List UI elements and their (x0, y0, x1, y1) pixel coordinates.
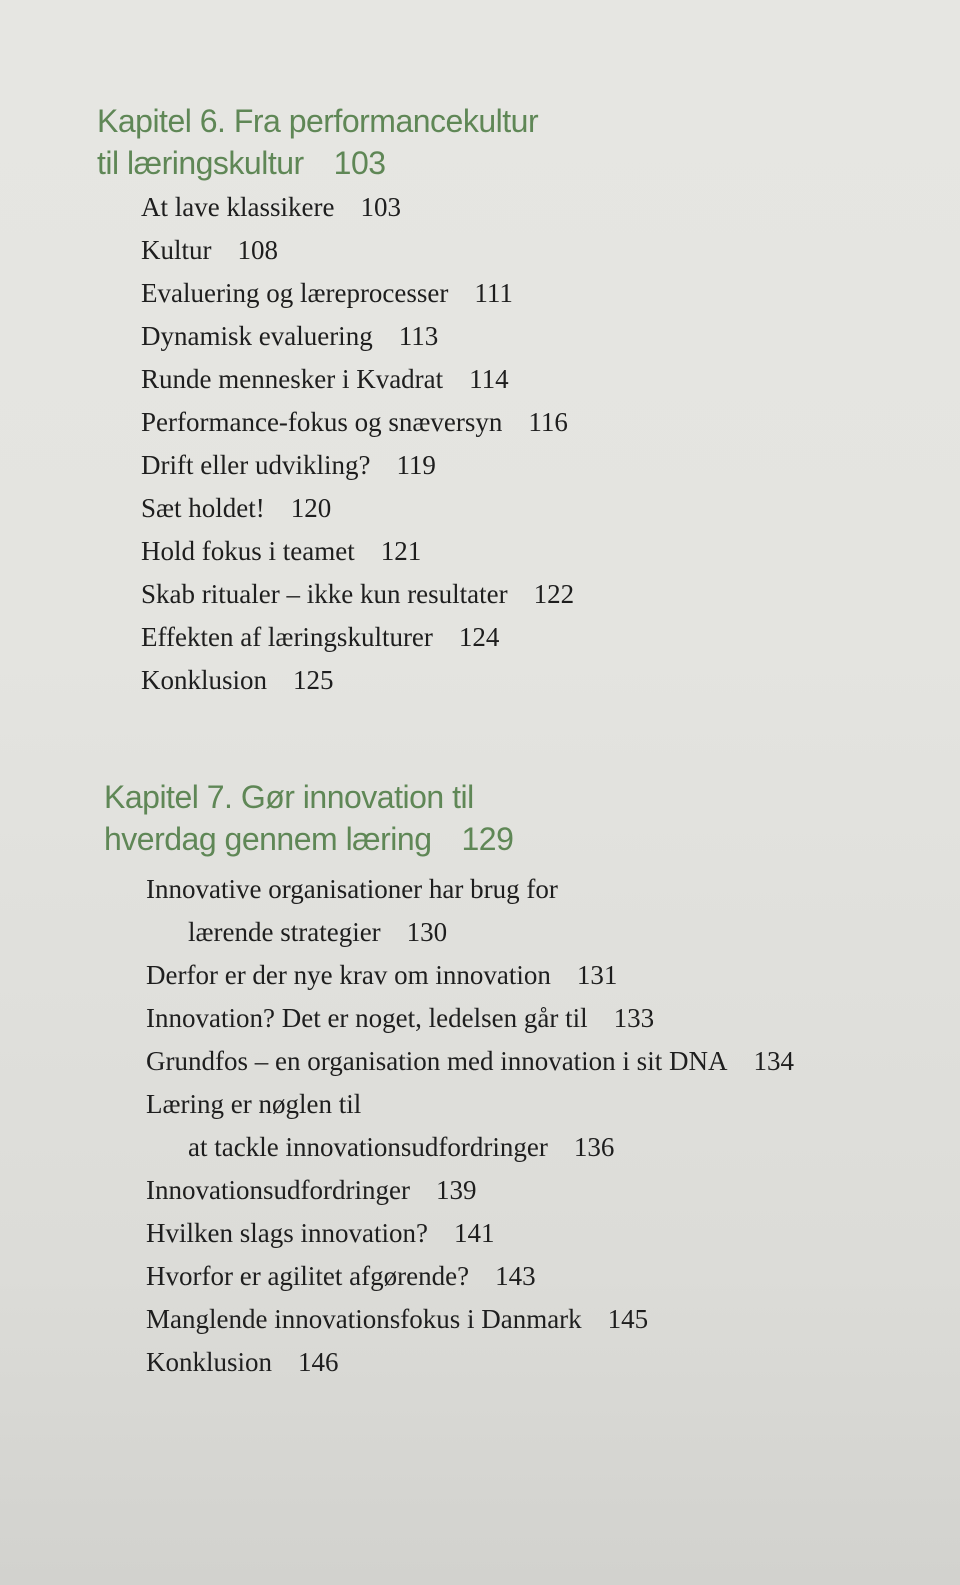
toc-entry (141, 444, 574, 487)
toc-entry (141, 229, 574, 272)
toc-entry (141, 530, 574, 573)
chapter-6-title-line1: Kapitel 6. Fra performancekultur (97, 103, 539, 139)
chapter-7-title-line1: Kapitel 7. Gør innovation til (104, 779, 474, 815)
toc-entry-title: Innovationsudfordringer (146, 1175, 410, 1205)
toc-entry (141, 358, 574, 401)
toc-entry-page: 121 (380, 536, 422, 566)
toc-entry-title: At lave klassikere (141, 192, 335, 222)
toc-entry (146, 1255, 794, 1298)
toc-entry-title: Hvorfor er agilitet afgørende? (146, 1261, 470, 1291)
toc-entry-page: 143 (495, 1261, 536, 1291)
toc-entry-title: Hvilken slags innovation? (146, 1218, 428, 1248)
toc-entry (146, 997, 794, 1040)
toc-entry-title: Hold fokus i teamet (141, 536, 355, 566)
toc-entry-title: Dynamisk evaluering (141, 321, 373, 351)
toc-entry (146, 1341, 794, 1384)
toc-entry-page: 116 (528, 407, 568, 437)
toc-entry (146, 1040, 794, 1083)
chapter-6-title (97, 100, 574, 184)
toc-entry (146, 1169, 794, 1212)
toc-entry-title: Drift eller udvikling? (141, 450, 371, 480)
toc-entry-title: Derfor er der nye krav om innovation (146, 960, 551, 990)
toc-entry-page: 124 (458, 622, 500, 652)
toc-entry (141, 401, 574, 444)
toc-entry-page: 120 (290, 493, 332, 523)
toc-entry-page: 114 (469, 364, 509, 394)
toc-entry-title-cont: at tackle innovationsudfordringer (188, 1132, 548, 1162)
chapter-6-entries (141, 186, 574, 702)
toc-entry-page: 113 (398, 321, 439, 351)
toc-entry (141, 659, 574, 702)
toc-entry (141, 186, 574, 229)
toc-entry (146, 954, 794, 997)
chapter-7-entries (146, 868, 794, 1384)
toc-entry-page: 133 (613, 1003, 655, 1033)
toc-entry (141, 315, 574, 358)
toc-entry-page: 111 (474, 278, 513, 308)
toc-entry-title: Grundfos – en organisation med innovation i sit DNA (146, 1046, 728, 1076)
toc-entry-title-cont: lærende strategier (188, 917, 381, 947)
toc-entry-page: 134 (753, 1046, 794, 1076)
toc-entry-continuation (146, 911, 794, 954)
toc-entry-continuation (146, 1126, 794, 1169)
toc-entry-title: Performance-fokus og snæversyn (141, 407, 503, 437)
toc-entry-title: Kultur (141, 235, 212, 265)
toc-entry-title: Konklusion (146, 1347, 273, 1377)
toc-entry-title: Sæt holdet! (141, 493, 265, 523)
toc-entry (141, 487, 574, 530)
chapter-6-page-number: 103 (333, 145, 386, 181)
toc-entry-page: 136 (573, 1132, 615, 1162)
toc-entry-page: 108 (237, 235, 278, 265)
toc-entry-page: 139 (435, 1175, 477, 1205)
toc-entry-title: Effekten af læringskulturer (141, 622, 433, 652)
toc-entry-title: Innovation? Det er noget, ledelsen går til (146, 1003, 588, 1033)
toc-entry-title: Skab ritualer – ikke kun resultater (141, 579, 508, 609)
chapter-7-section (104, 776, 794, 1384)
toc-entry-title: Konklusion (141, 665, 268, 695)
toc-entry (146, 868, 794, 954)
toc-entry-page: 103 (360, 192, 401, 222)
toc-entry-page: 131 (576, 960, 618, 990)
chapter-6-section (97, 100, 574, 702)
toc-entry-title: Manglende innovationsfokus i Danmark (146, 1304, 582, 1334)
chapter-6-title-line2: til læringskultur (97, 145, 304, 181)
toc-entry (146, 1298, 794, 1341)
toc-entry-title: Læring er nøglen til (146, 1089, 362, 1119)
chapter-7-title-line2: hverdag gennem læring (104, 821, 432, 857)
chapter-7-page-number: 129 (461, 821, 514, 857)
toc-entry-page: 146 (298, 1347, 339, 1377)
toc-entry (141, 573, 574, 616)
toc-entry-page: 130 (406, 917, 448, 947)
toc-entry-page: 119 (396, 450, 436, 480)
toc-entry-title: Runde mennesker i Kvadrat (141, 364, 444, 394)
toc-entry-title: Innovative organisationer har brug for (146, 874, 558, 904)
chapter-7-title (104, 776, 794, 860)
toc-entry (146, 1212, 794, 1255)
toc-entry-page: 125 (293, 665, 334, 695)
toc-entry-page: 122 (533, 579, 575, 609)
toc-entry-title: Evaluering og læreprocesser (141, 278, 449, 308)
toc-entry (141, 272, 574, 315)
toc-entry-page: 145 (607, 1304, 649, 1334)
toc-entry-page: 141 (453, 1218, 495, 1248)
toc-entry (141, 616, 574, 659)
toc-entry (146, 1083, 794, 1169)
